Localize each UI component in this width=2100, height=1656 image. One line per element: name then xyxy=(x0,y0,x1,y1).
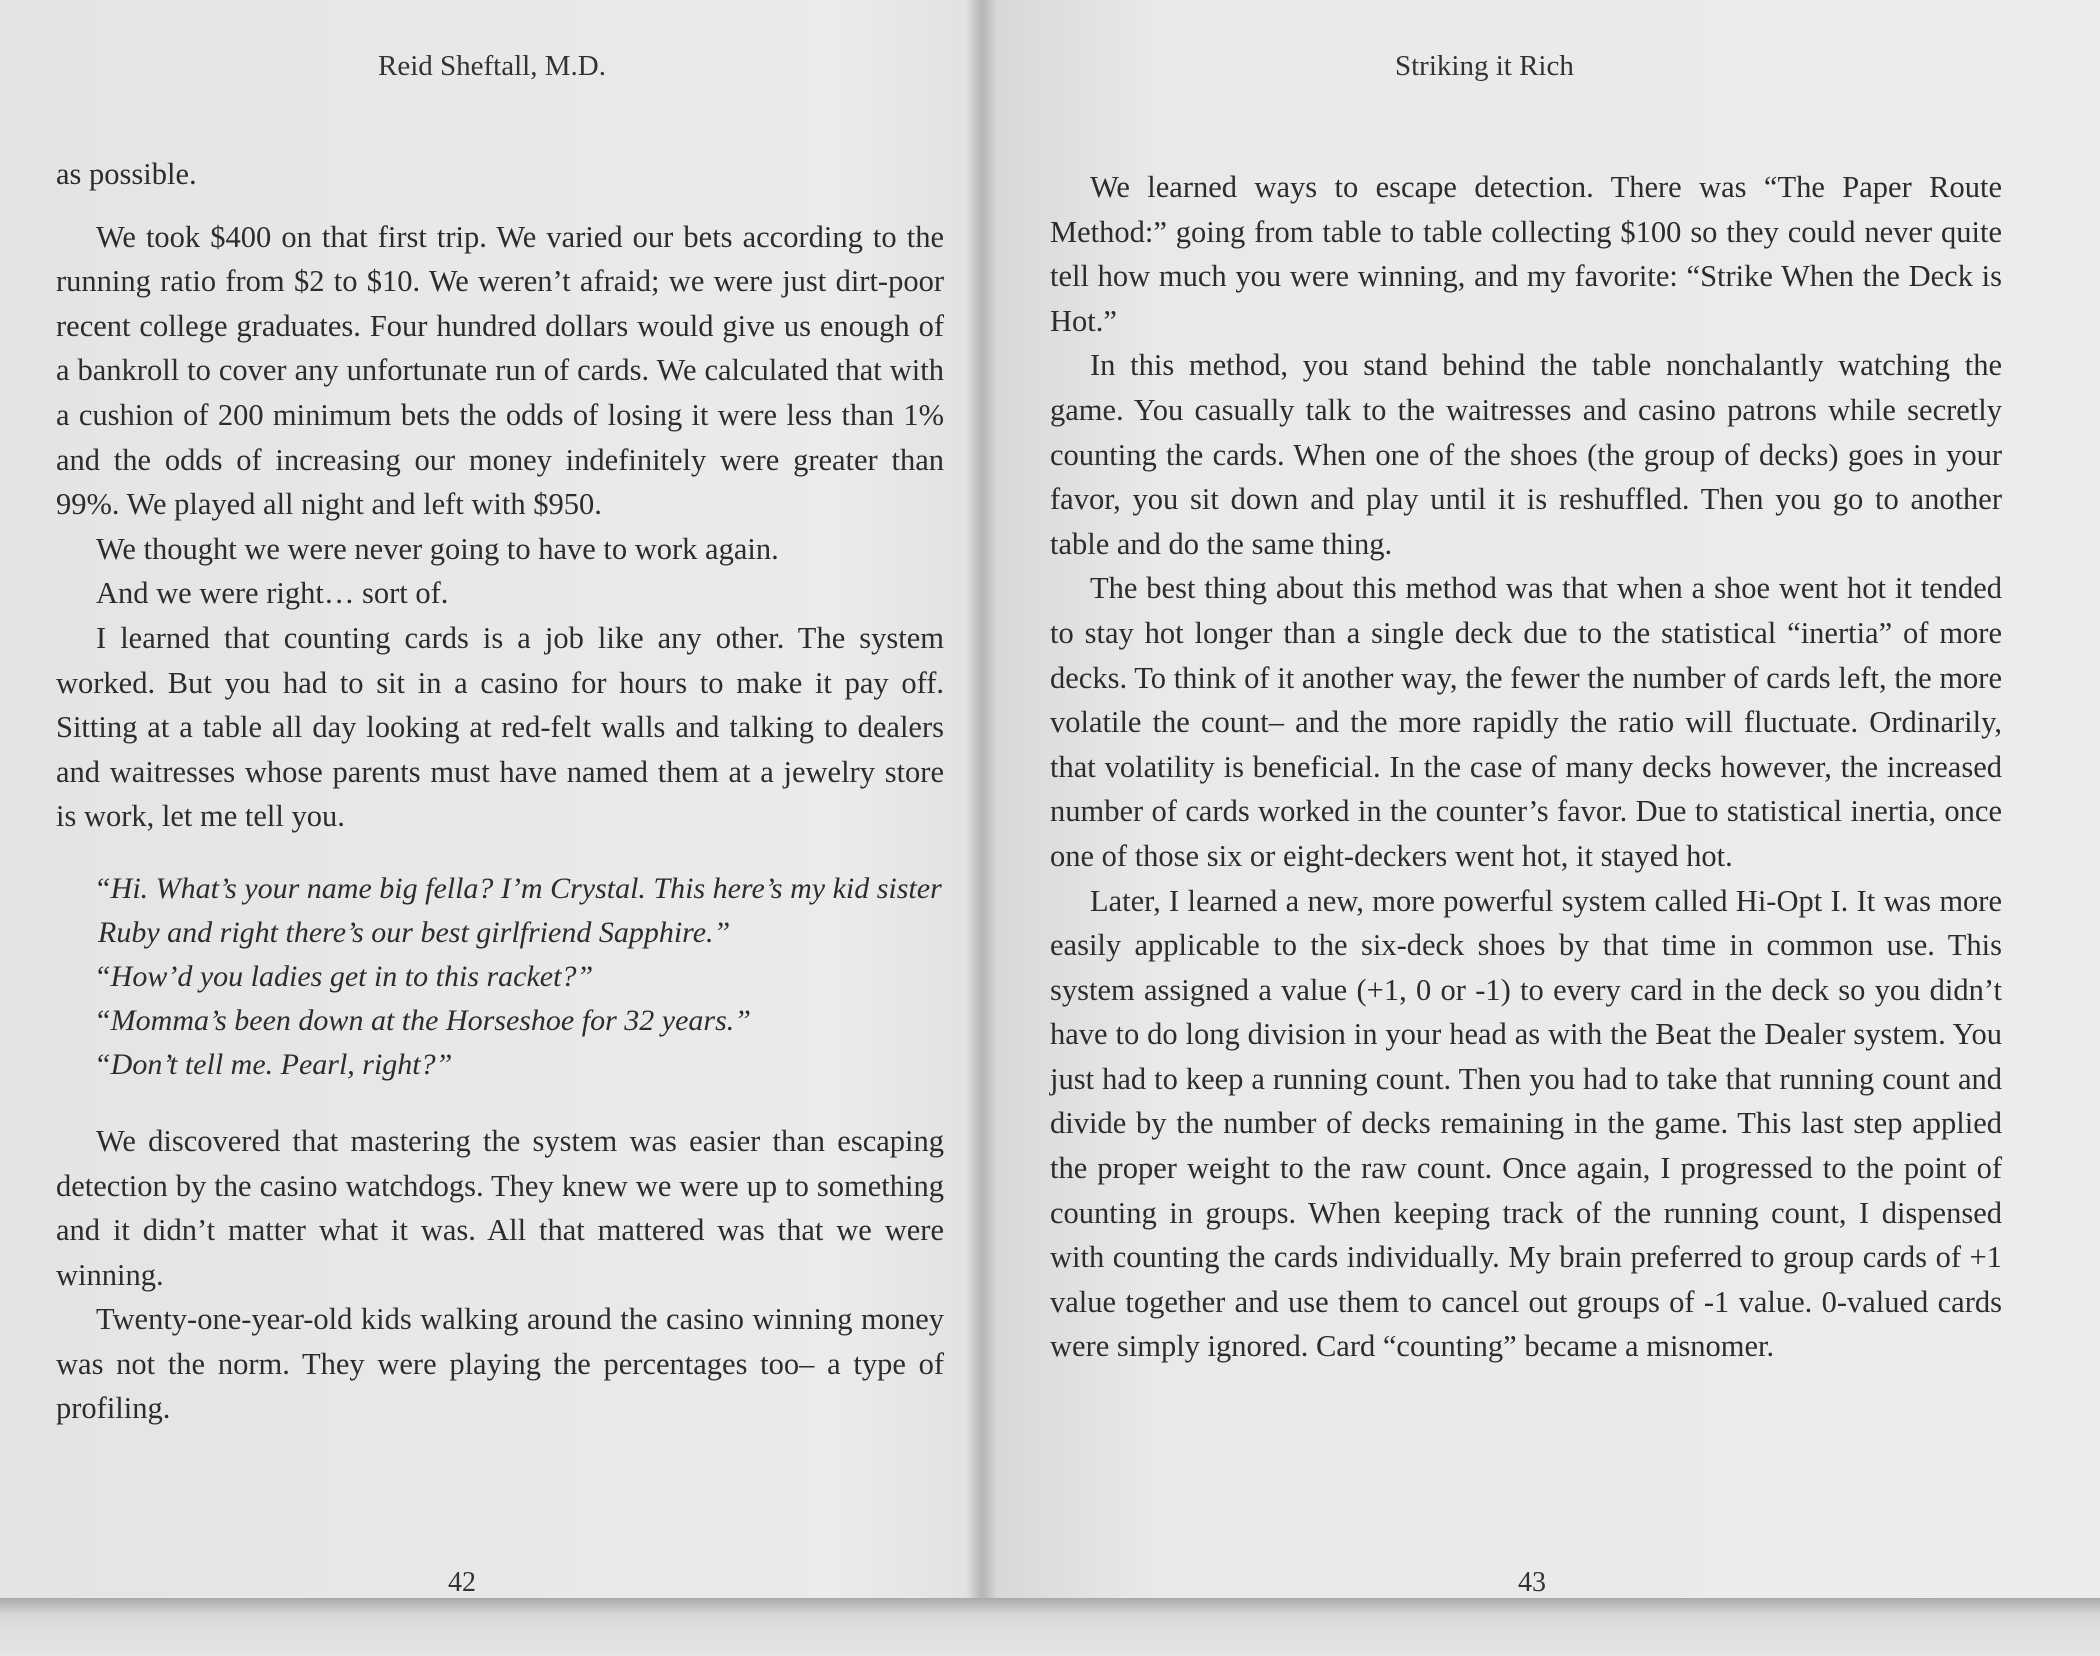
paragraph: The best thing about this method was that when a shoe went hot it tended to stay hot longer than a single deck due to the statistical “inertia” of more decks. To think of it another way, the fewer the number of cards left, the more volatile the count– and the more rapidly the ratio will fluctuate. Ordinarily, that volatility is beneficial. In the case of many decks however, the increased number of cards worked in the counter’s favor. Due to statistical inertia, once one of those six or eight-deckers went hot, it stayed hot. xyxy=(1050,571,2002,873)
right-page-body xyxy=(1050,165,2002,1369)
paragraph: We learned ways to escape detection. There was “The Paper Route Method:” going from table to table collecting $100 so they could never quite tell how much you were winning, and my favorite: “Strike When the Deck is Hot.” xyxy=(1050,170,2002,338)
paragraph: And we were right… sort of. xyxy=(96,576,449,611)
paragraph: as possible. xyxy=(56,157,197,191)
table-surface xyxy=(0,1598,2100,1656)
paragraph: In this method, you stand behind the table nonchalantly watching the game. You casually talk to the waitresses and casino patrons while secretly counting the cards. When one of the shoes (the group of decks) goes in your favor, you sit down and play until it is reshuffled. Then you go to another table and do the same thing. xyxy=(1050,348,2002,561)
dialogue-line: “Momma’s been down at the Horseshoe for 32 years.” xyxy=(94,1003,751,1037)
paragraph: We took $400 on that first trip. We varied our bets according to the running ratio from $2 to $10. We weren’t afraid; we were just dirt-poor recent college graduates. Four hundred dollars would give us enough of a bankroll to cover any unfortunate run of cards. We calculated that with a cushion of 200 minimum bets the odds of losing it were less than 1% and the odds of increasing our money indefinitely were greater than 99%. We played all night and left with $950. xyxy=(56,219,944,522)
dialogue-line: Ruby and right there’s our best girlfriend Sapphire.” xyxy=(98,915,731,949)
paragraph: I learned that counting cards is a job like any other. The system worked. But you had to sit in a casino for hours to make it pay off. Sitting at a table all day looking at red-felt walls and talking to dealers and waitresses whose parents must have named them at a jewelry store is work, let me tell you. xyxy=(56,620,944,834)
dialogue-line: “Hi. What’s your name big fella? I’m Crystal. This here’s my kid sister xyxy=(94,871,942,905)
dialogue-line: “Don’t tell me. Pearl, right?” xyxy=(94,1047,453,1081)
left-page-body xyxy=(56,152,944,1431)
right-page xyxy=(975,0,2100,1598)
paragraph: Twenty-one-year-old kids walking around the casino winning money was not the norm. They were playing the percentages too– a type of profiling. xyxy=(56,1302,944,1426)
page-number-right: 43 xyxy=(1518,1567,1546,1598)
running-head-author: Reid Sheftall, M.D. xyxy=(378,50,606,82)
paragraph: We thought we were never going to have to work again. xyxy=(96,531,779,566)
paragraph: Later, I learned a new, more powerful system called Hi-Opt I. It was more easily applicable to the six-deck shoes by that time in common use. This system assigned a value (+1, 0 or -1) to every card in the deck so you didn’t have to do long division in your head as with the Beat the Dealer system. You just had to keep a running count. Then you had to take that running count and divide by the number of decks remaining in the game. This last step applied the proper weight to the raw count. Once again, I progressed to the point of counting in groups. When keeping track of the running count, I dispensed with counting the cards individually. My brain preferred to group cards of +1 value together and use them to cancel out groups of -1 value. 0-valued cards were simply ignored. Card “counting” became a misnomer. xyxy=(1050,883,2002,1364)
dialogue-block xyxy=(94,867,944,1087)
running-head-title: Striking it Rich xyxy=(1395,50,1574,82)
dialogue-line: “How’d you ladies get in to this racket?” xyxy=(94,959,594,993)
left-page xyxy=(0,0,972,1598)
page-number-left: 42 xyxy=(448,1567,476,1598)
paragraph: We discovered that mastering the system was easier than escaping detection by the casino watchdogs. They knew we were up to something and it didn’t matter what it was. All that mattered was that we were winning. xyxy=(56,1123,944,1292)
